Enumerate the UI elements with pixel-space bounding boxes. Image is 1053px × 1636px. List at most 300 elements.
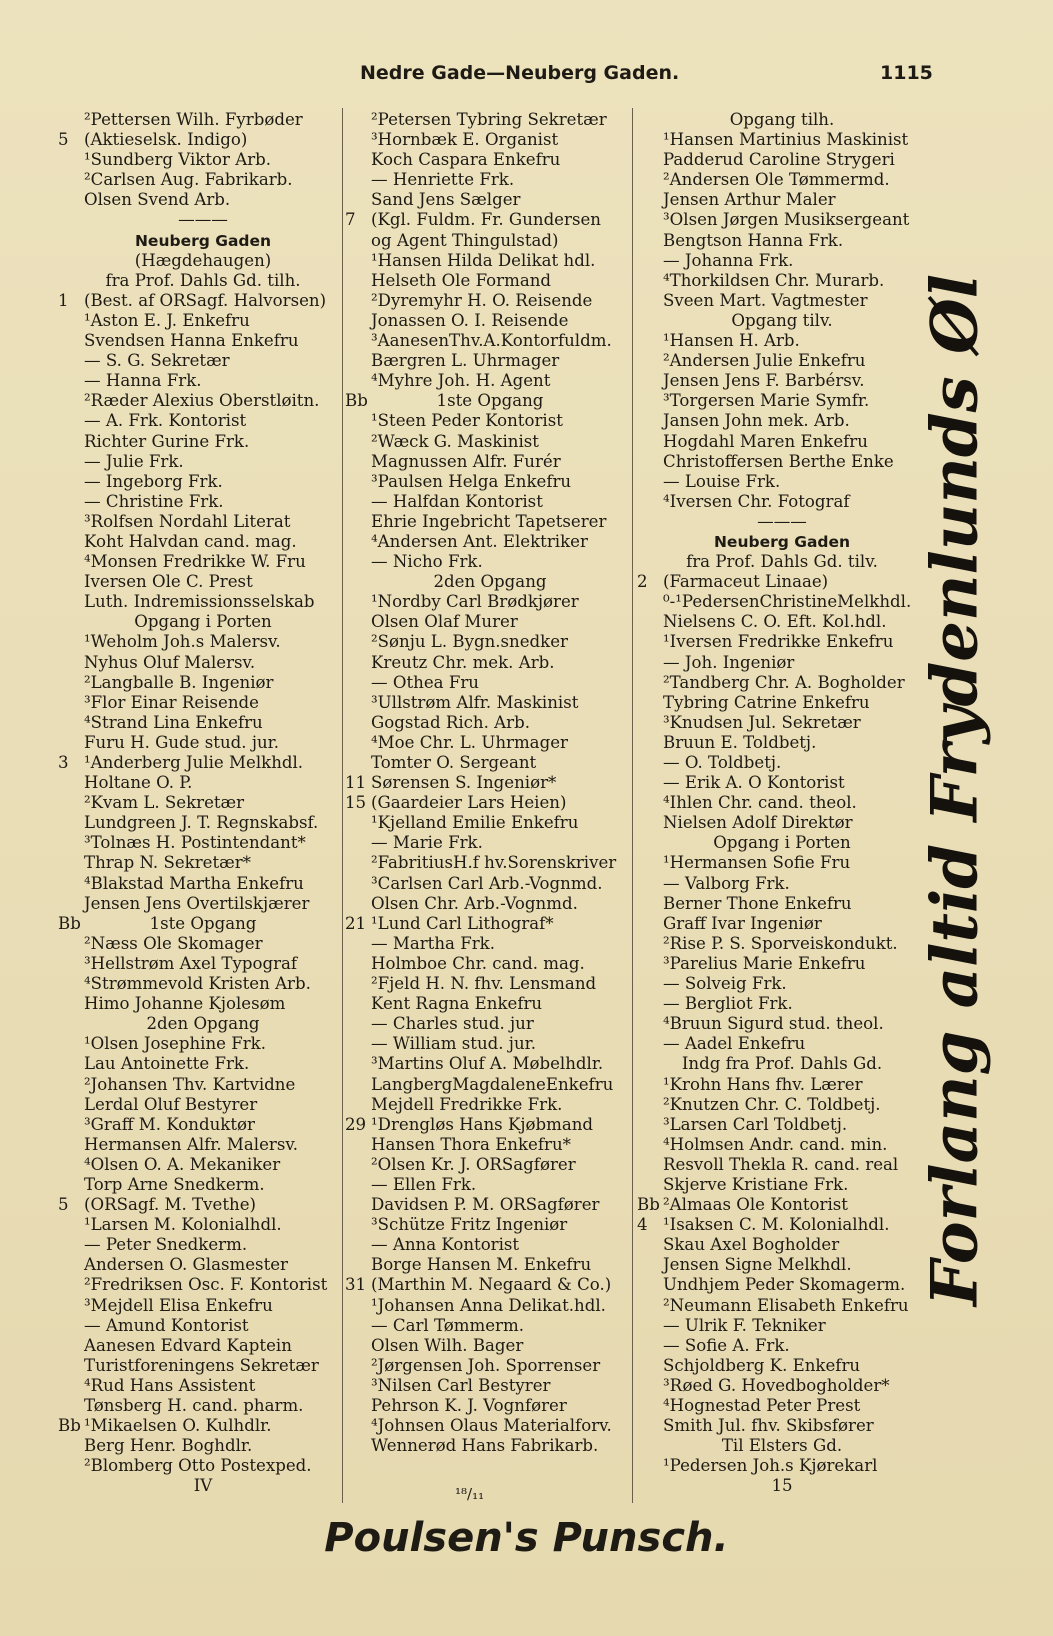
directory-entry <box>637 974 927 994</box>
directory-entry <box>345 1135 635 1155</box>
entry-text: Olsen Svend Arb. <box>84 190 231 210</box>
entry-text: Opgang i Porten <box>713 833 851 853</box>
entry-text: Sørensen S. Ingeniør* <box>371 773 557 793</box>
entry-text: ⁴Myhre Joh. H. Agent <box>371 371 551 391</box>
entry-text: — Erik A. O Kontorist <box>663 773 845 793</box>
section-heading <box>58 231 348 251</box>
entry-text: — Christine Frk. <box>84 491 224 511</box>
directory-entry <box>58 1356 348 1376</box>
house-number: 3 <box>58 753 69 772</box>
page-title: Nedre Gade—Neuberg Gaden. <box>360 62 680 84</box>
directory-entry <box>58 472 348 492</box>
house-number: 11 <box>345 773 367 793</box>
directory-entry <box>58 1054 348 1074</box>
directory-entry <box>58 653 348 673</box>
directory-entry <box>58 291 348 311</box>
entry-text: ²Dyremyhr H. O. Reisende <box>371 290 593 310</box>
entry-text: Jensen Jens Overtilskjærer <box>84 893 310 913</box>
house-number: 4 <box>637 1215 648 1235</box>
entry-text: Sveen Mart. Vagtmester <box>663 290 868 310</box>
entry-text: Bærgren L. Uhrmager <box>371 351 560 371</box>
directory-entry <box>58 1376 348 1396</box>
entry-text: ⁴Strømmevold Kristen Arb. <box>84 974 311 994</box>
directory-entry <box>637 1175 927 1195</box>
entry-text: — Louise Frk. <box>663 471 781 491</box>
entry-text: Jensen Signe Melkhdl. <box>663 1255 852 1275</box>
entry-text: Lau Antoinette Frk. <box>84 1054 250 1074</box>
directory-entry <box>637 1255 927 1275</box>
entry-text: ³AanesenThv.A.Kontorfuldm. <box>371 331 612 351</box>
directory-entry <box>345 1155 635 1175</box>
directory-entry <box>58 492 348 512</box>
entry-text: Jansen John mek. Arb. <box>663 411 850 431</box>
directory-entry <box>345 472 635 492</box>
directory-entry <box>345 833 635 853</box>
directory-entry <box>637 1416 927 1436</box>
directory-entry <box>345 773 635 793</box>
directory-entry <box>637 411 927 431</box>
entry-text: ³Nilsen Carl Bestyrer <box>371 1375 551 1395</box>
house-number: Bb <box>345 391 368 411</box>
entry-text: ³Tolnæs H. Postintendant* <box>84 833 306 853</box>
directory-entry <box>637 612 927 632</box>
directory-entry <box>345 612 635 632</box>
entry-text: ²Almaas Ole Kontorist <box>663 1195 848 1215</box>
entry-text: — Amund Kontorist <box>84 1315 249 1335</box>
entry-text: IV <box>193 1476 213 1496</box>
entry-text: Torp Arne Snedkerm. <box>84 1174 265 1194</box>
directory-entry <box>637 210 927 230</box>
directory-entry <box>345 1235 635 1255</box>
entry-text: — Henriette Frk. <box>371 170 515 190</box>
directory-entry <box>345 1255 635 1275</box>
directory-entry <box>58 391 348 411</box>
directory-entry <box>345 1376 635 1396</box>
directory-entry <box>58 753 348 773</box>
entry-text: Andersen O. Glasmester <box>84 1255 288 1275</box>
directory-entry <box>637 1215 927 1235</box>
entry-text: ³Rolfsen Nordahl Literat <box>84 511 291 531</box>
directory-entry <box>58 411 348 431</box>
entry-text: Magnussen Alfr. Furér <box>371 451 561 471</box>
section-heading <box>58 914 348 934</box>
entry-text: Holmboe Chr. cand. mag. <box>371 953 585 973</box>
directory-entry <box>345 130 635 150</box>
entry-text: Opgang tilv. <box>731 310 833 330</box>
directory-entry <box>345 673 635 693</box>
entry-text: Sand Jens Sælger <box>371 190 521 210</box>
entry-text: ³Mejdell Elisa Enkefru <box>84 1295 273 1315</box>
directory-entry <box>58 150 348 170</box>
house-number: Bb <box>58 913 81 933</box>
directory-entry <box>58 1436 348 1456</box>
entry-text: Schjoldberg K. Enkefru <box>663 1355 861 1375</box>
entry-text: Bruun E. Toldbetj. <box>663 732 817 752</box>
directory-entry <box>345 733 635 753</box>
entry-text: Svendsen Hanna Enkefru <box>84 331 299 351</box>
directory-entry <box>345 853 635 873</box>
entry-text: Tomter O. Sergeant <box>371 753 537 772</box>
entry-text: ¹Nordby Carl Brødkjører <box>371 592 579 612</box>
entry-text: ⁴Bruun Sigurd stud. theol. <box>663 1014 884 1034</box>
entry-text: Olsen Olaf Murer <box>371 612 518 632</box>
directory-entry <box>58 1235 348 1255</box>
directory-entry <box>637 793 927 813</box>
directory-entry <box>345 532 635 552</box>
entry-text: ⁴Rud Hans Assistent <box>84 1375 256 1395</box>
entry-text: — Peter Snedkerm. <box>84 1235 248 1255</box>
entry-text: ²Fredriksen Osc. F. Kontorist <box>84 1275 328 1295</box>
entry-text: Borge Hansen M. Enkefru <box>371 1255 592 1275</box>
entry-text: Jonassen O. I. Reisende <box>371 310 569 330</box>
entry-text: ³Schütze Fritz Ingeniør <box>371 1215 568 1235</box>
directory-entry <box>637 231 927 251</box>
directory-entry <box>345 1296 635 1316</box>
house-number: 2 <box>637 572 648 592</box>
entry-text: ³Larsen Carl Toldbetj. <box>663 1114 848 1134</box>
entry-text: Davidsen P. M. ORSagfører <box>371 1195 600 1215</box>
entry-text: 2den Opgang <box>433 572 547 592</box>
entry-text: — Valborg Frk. <box>663 873 790 893</box>
directory-entry <box>58 1095 348 1115</box>
entry-text: ³Torgersen Marie Symfr. <box>663 391 870 411</box>
entry-text: — Othea Fru <box>371 672 479 692</box>
entry-text: ²Petersen Tybring Sekretær <box>371 110 607 129</box>
entry-text: Opgang tilh. <box>729 110 835 129</box>
entry-text: ⁴Monsen Fredrikke W. Fru <box>84 552 306 572</box>
entry-text: Berner Thone Enkefru <box>663 893 852 913</box>
section-heading <box>345 391 635 411</box>
entry-text: ¹Hermansen Sofie Fru <box>663 853 851 873</box>
entry-text: ¹Mikaelsen O. Kulhdlr. <box>84 1416 272 1436</box>
directory-entry <box>345 793 635 813</box>
entry-text: ¹Iversen Fredrikke Enkefru <box>663 632 894 652</box>
entry-text: Pehrson K. J. Vognfører <box>371 1396 567 1415</box>
entry-text: — Charles stud. jur <box>371 1014 534 1034</box>
directory-entry <box>345 934 635 954</box>
directory-entry <box>637 150 927 170</box>
entry-text: ¹Pedersen Joh.s Kjørekarl <box>663 1456 878 1476</box>
directory-entry <box>637 251 927 271</box>
entry-text: Jensen Arthur Maler <box>663 190 836 210</box>
entry-text: ²Langballe B. Ingeniør <box>84 672 274 692</box>
directory-entry <box>637 632 927 652</box>
entry-text: Gogstad Rich. Arb. <box>371 712 530 732</box>
entry-text: ²Sønju L. Bygn.snedker <box>371 632 568 652</box>
entry-text: ²Andersen Julie Enkefru <box>663 351 866 371</box>
entry-text: Christoffersen Berthe Enke <box>663 451 894 471</box>
directory-entry <box>58 371 348 391</box>
entry-text: Padderud Caroline Strygeri <box>663 150 895 170</box>
entry-text: Berg Henr. Boghdlr. <box>84 1436 253 1456</box>
directory-entry <box>637 1376 927 1396</box>
section-heading <box>637 552 927 572</box>
directory-entry <box>58 853 348 873</box>
directory-entry <box>637 170 927 190</box>
entry-text: ¹Weholm Joh.s Malersv. <box>84 632 281 652</box>
directory-entry <box>345 1115 635 1135</box>
entry-text: Luth. Indremissionsselskab <box>84 592 315 612</box>
entry-text: — Bergliot Frk. <box>663 994 793 1014</box>
entry-text: ³Paulsen Helga Enkefru <box>371 471 572 491</box>
entry-text: ⁴Thorkildsen Chr. Murarb. <box>663 270 885 290</box>
house-number: 31 <box>345 1275 367 1295</box>
entry-text: — A. Frk. Kontorist <box>84 411 247 431</box>
entry-text: Nyhus Oluf Malersv. <box>84 652 256 672</box>
directory-entry <box>58 994 348 1014</box>
directory-entry <box>345 954 635 974</box>
entry-text: ²Ræder Alexius Oberstløitn. <box>84 391 320 411</box>
entry-text: Olsen Chr. Arb.-Vognmd. <box>371 893 578 913</box>
directory-entry <box>637 1235 927 1255</box>
directory-entry <box>58 1075 348 1095</box>
sidebar-advertisement <box>900 273 1010 1307</box>
directory-entry <box>345 1275 635 1295</box>
directory-entry <box>345 452 635 472</box>
directory-entry <box>58 733 348 753</box>
entry-text: Jensen Jens F. Barbérsv. <box>663 371 865 391</box>
entry-text: — Martha Frk. <box>371 933 495 953</box>
directory-entry <box>345 1095 635 1115</box>
directory-entry <box>637 1296 927 1316</box>
house-number: 21 <box>345 913 367 933</box>
entry-text: — Marie Frk. <box>371 833 483 853</box>
entry-text: Iversen Ole C. Prest <box>84 572 253 592</box>
entry-text: — Sofie A. Frk. <box>663 1335 790 1355</box>
directory-entry <box>637 1034 927 1054</box>
entry-text: — O. Toldbetj. <box>663 753 782 772</box>
directory-entry <box>637 1336 927 1356</box>
directory-entry <box>637 1275 927 1295</box>
directory-entry <box>637 1456 927 1476</box>
section-heading <box>58 1476 348 1496</box>
entry-text: ⁴Johnsen Olaus Materialforv. <box>371 1416 612 1436</box>
directory-entry <box>58 190 348 210</box>
entry-text: ²Carlsen Aug. Fabrikarb. <box>84 170 293 190</box>
directory-entry <box>58 632 348 652</box>
directory-entry <box>345 1356 635 1376</box>
directory-entry <box>345 894 635 914</box>
page-header <box>0 62 1053 92</box>
directory-entry <box>637 1115 927 1135</box>
entry-text: ——— <box>178 210 228 230</box>
directory-entry <box>58 693 348 713</box>
directory-entry <box>345 653 635 673</box>
section-heading <box>345 572 635 592</box>
directory-entry <box>345 1175 635 1195</box>
entry-text: ⁴Strand Lina Enkefru <box>84 712 263 732</box>
entry-text: Hogdahl Maren Enkefru <box>663 431 868 451</box>
entry-text: ¹Lund Carl Lithograf* <box>371 913 554 933</box>
directory-entry <box>58 1175 348 1195</box>
directory-column-3 <box>637 110 927 1496</box>
entry-text: ²Olsen Kr. J. ORSagfører <box>371 1154 576 1174</box>
directory-entry <box>345 311 635 331</box>
directory-entry <box>637 351 927 371</box>
house-number: 7 <box>345 210 356 230</box>
entry-text: ³Olsen Jørgen Musiksergeant <box>663 210 910 230</box>
entry-text: Resvoll Thekla R. cand. real <box>663 1154 899 1174</box>
directory-entry <box>345 753 635 773</box>
directory-entry <box>637 693 927 713</box>
directory-entry <box>58 1316 348 1336</box>
entry-text: ⁴Holmsen Andr. cand. min. <box>663 1134 888 1154</box>
directory-entry <box>637 1014 927 1034</box>
footer-advertisement: Poulsen's Punsch. <box>324 1515 729 1561</box>
entry-text: ¹Isaksen C. M. Kolonialhdl. <box>663 1215 890 1235</box>
directory-entry <box>345 170 635 190</box>
entry-text: Wennerød Hans Fabrikarb. <box>371 1436 599 1456</box>
entry-text: LangbergMagdaleneEnkefru <box>371 1074 614 1094</box>
entry-text: ¹Aston E. J. Enkefru <box>84 310 250 330</box>
entry-text: 1ste Opgang <box>436 391 544 411</box>
directory-entry <box>637 954 927 974</box>
entry-text: — S. G. Sekretær <box>84 351 230 371</box>
entry-text: Olsen Wilh. Bager <box>371 1335 524 1355</box>
entry-text: Kreutz Chr. mek. Arb. <box>371 652 555 672</box>
directory-entry <box>637 1195 927 1215</box>
entry-text: Nielsen Adolf Direktør <box>663 813 853 833</box>
entry-text: — Ulrik F. Tekniker <box>663 1315 826 1335</box>
entry-text: ³Knudsen Jul. Sekretær <box>663 712 861 732</box>
entry-text: Helseth Ole Formand <box>371 270 552 290</box>
directory-entry <box>637 653 927 673</box>
entry-text: ³Carlsen Carl Arb.-Vognmd. <box>371 873 603 893</box>
entry-text: ²Næss Ole Skomager <box>84 933 263 953</box>
directory-entry <box>637 452 927 472</box>
directory-entry <box>637 934 927 954</box>
directory-entry <box>345 1034 635 1054</box>
directory-entry <box>345 512 635 532</box>
directory-entry <box>58 773 348 793</box>
directory-entry <box>637 391 927 411</box>
entry-text: (Best. af ORSagf. Halvorsen) <box>84 290 327 310</box>
entry-text: Graff Ivar Ingeniør <box>663 913 822 933</box>
directory-entry <box>637 472 927 492</box>
entry-text: fra Prof. Dahls Gd. tilv. <box>686 552 878 572</box>
directory-entry <box>58 1336 348 1356</box>
directory-entry <box>58 1416 348 1436</box>
directory-entry <box>637 291 927 311</box>
directory-entry <box>345 411 635 431</box>
directory-entry <box>58 1195 348 1215</box>
entry-text: Skau Axel Bogholder <box>663 1235 840 1255</box>
entry-text: ¹Steen Peder Kontorist <box>371 411 563 431</box>
entry-text: Ehrie Ingebricht Tapetserer <box>371 511 607 531</box>
entry-text: ²Rise P. S. Sporveiskondukt. <box>663 933 898 953</box>
entry-text: ¹Hansen Martinius Maskinist <box>663 130 909 150</box>
entry-text: (Marthin M. Negaard & Co.) <box>371 1275 612 1295</box>
entry-text: ²Wæck G. Maskinist <box>371 431 539 451</box>
directory-entry <box>58 1255 348 1275</box>
entry-text: Nielsens C. O. Eft. Kol.hdl. <box>663 612 887 632</box>
entry-text: Smith Jul. fhv. Skibsfører <box>663 1416 874 1436</box>
directory-entry <box>58 1296 348 1316</box>
directory-entry <box>345 592 635 612</box>
house-number: Bb <box>637 1195 660 1215</box>
entry-text: Lundgreen J. T. Regnskabsf. <box>84 813 319 833</box>
directory-entry <box>58 1275 348 1295</box>
directory-entry <box>58 934 348 954</box>
directory-entry <box>345 331 635 351</box>
directory-entry <box>637 1095 927 1115</box>
entry-text: ⁴Olsen O. A. Mekaniker <box>84 1154 281 1174</box>
entry-text: ¹Anderberg Julie Melkhdl. <box>84 753 304 772</box>
directory-entry <box>637 1075 927 1095</box>
directory-entry <box>345 1014 635 1034</box>
entry-text: Mejdell Fredrikke Frk. <box>371 1094 563 1114</box>
entry-text: Indg fra Prof. Dahls Gd. <box>681 1054 883 1074</box>
directory-entry <box>637 874 927 894</box>
entry-text: 1ste Opgang <box>149 913 257 933</box>
entry-text: ²Andersen Ole Tømmermd. <box>663 170 890 190</box>
entry-text: Thrap N. Sekretær* <box>84 853 251 873</box>
directory-entry <box>58 532 348 552</box>
directory-entry <box>345 874 635 894</box>
entry-text: Richter Gurine Frk. <box>84 431 250 451</box>
entry-text: ⁰-¹PedersenChristineMelkhdl. <box>663 592 912 612</box>
directory-entry <box>58 673 348 693</box>
directory-entry <box>58 874 348 894</box>
house-number: 15 <box>345 793 367 813</box>
entry-text: ³Parelius Marie Enkefru <box>663 953 866 973</box>
sidebar-ad-text: Forlang altid Frydenlunds Øl <box>917 273 993 1307</box>
entry-text: Opgang i Porten <box>134 612 272 632</box>
entry-text: — Hanna Frk. <box>84 371 202 391</box>
entry-text: Til Elsters Gd. <box>721 1436 843 1456</box>
entry-text: ²FabritiusH.f hv.Sorenskriver <box>371 853 617 873</box>
directory-entry <box>58 793 348 813</box>
entry-text: ⁴Moe Chr. L. Uhrmager <box>371 732 568 752</box>
entry-text: Himo Johanne Kjolesøm <box>84 994 286 1014</box>
directory-entry <box>345 271 635 291</box>
directory-entry <box>58 954 348 974</box>
entry-text: ³Graff M. Konduktør <box>84 1114 255 1134</box>
entry-text: ²Jørgensen Joh. Sporrenser <box>371 1355 601 1375</box>
directory-entry <box>58 452 348 472</box>
directory-entry <box>345 1336 635 1356</box>
entry-text: ¹Hansen Hilda Delikat hdl. <box>371 250 596 270</box>
directory-entry <box>637 130 927 150</box>
directory-entry <box>345 231 635 251</box>
directory-entry <box>58 1034 348 1054</box>
entry-text: ³Martins Oluf A. Møbelhdlr. <box>371 1054 604 1074</box>
section-heading <box>637 110 927 130</box>
entry-text: Turistforeningens Sekretær <box>84 1355 319 1375</box>
directory-entry <box>345 1416 635 1436</box>
house-number: Bb <box>58 1416 81 1436</box>
entry-text: Skjerve Kristiane Frk. <box>663 1174 849 1194</box>
entry-text: ²Neumann Elisabeth Enkefru <box>663 1295 909 1315</box>
entry-text: ¹Hansen H. Arb. <box>663 331 800 351</box>
entry-text: ⁴Blakstad Martha Enkefru <box>84 873 304 893</box>
directory-entry <box>58 1115 348 1135</box>
directory-entry <box>58 592 348 612</box>
directory-entry <box>58 512 348 532</box>
entry-text: ³Ullstrøm Alfr. Maskinist <box>371 692 579 712</box>
section-heading <box>58 612 348 632</box>
entry-text: ¹Sundberg Viktor Arb. <box>84 150 272 170</box>
section-heading <box>637 1054 927 1074</box>
entry-text: 15 <box>771 1476 793 1496</box>
entry-text: — William stud. jur. <box>371 1034 537 1054</box>
directory-entry <box>345 1054 635 1074</box>
section-heading <box>637 311 927 331</box>
directory-entry <box>58 432 348 452</box>
entry-text: Hermansen Alfr. Malersv. <box>84 1134 299 1154</box>
entry-text: (Farmaceut Linaae) <box>663 572 829 592</box>
directory-entry <box>637 853 927 873</box>
